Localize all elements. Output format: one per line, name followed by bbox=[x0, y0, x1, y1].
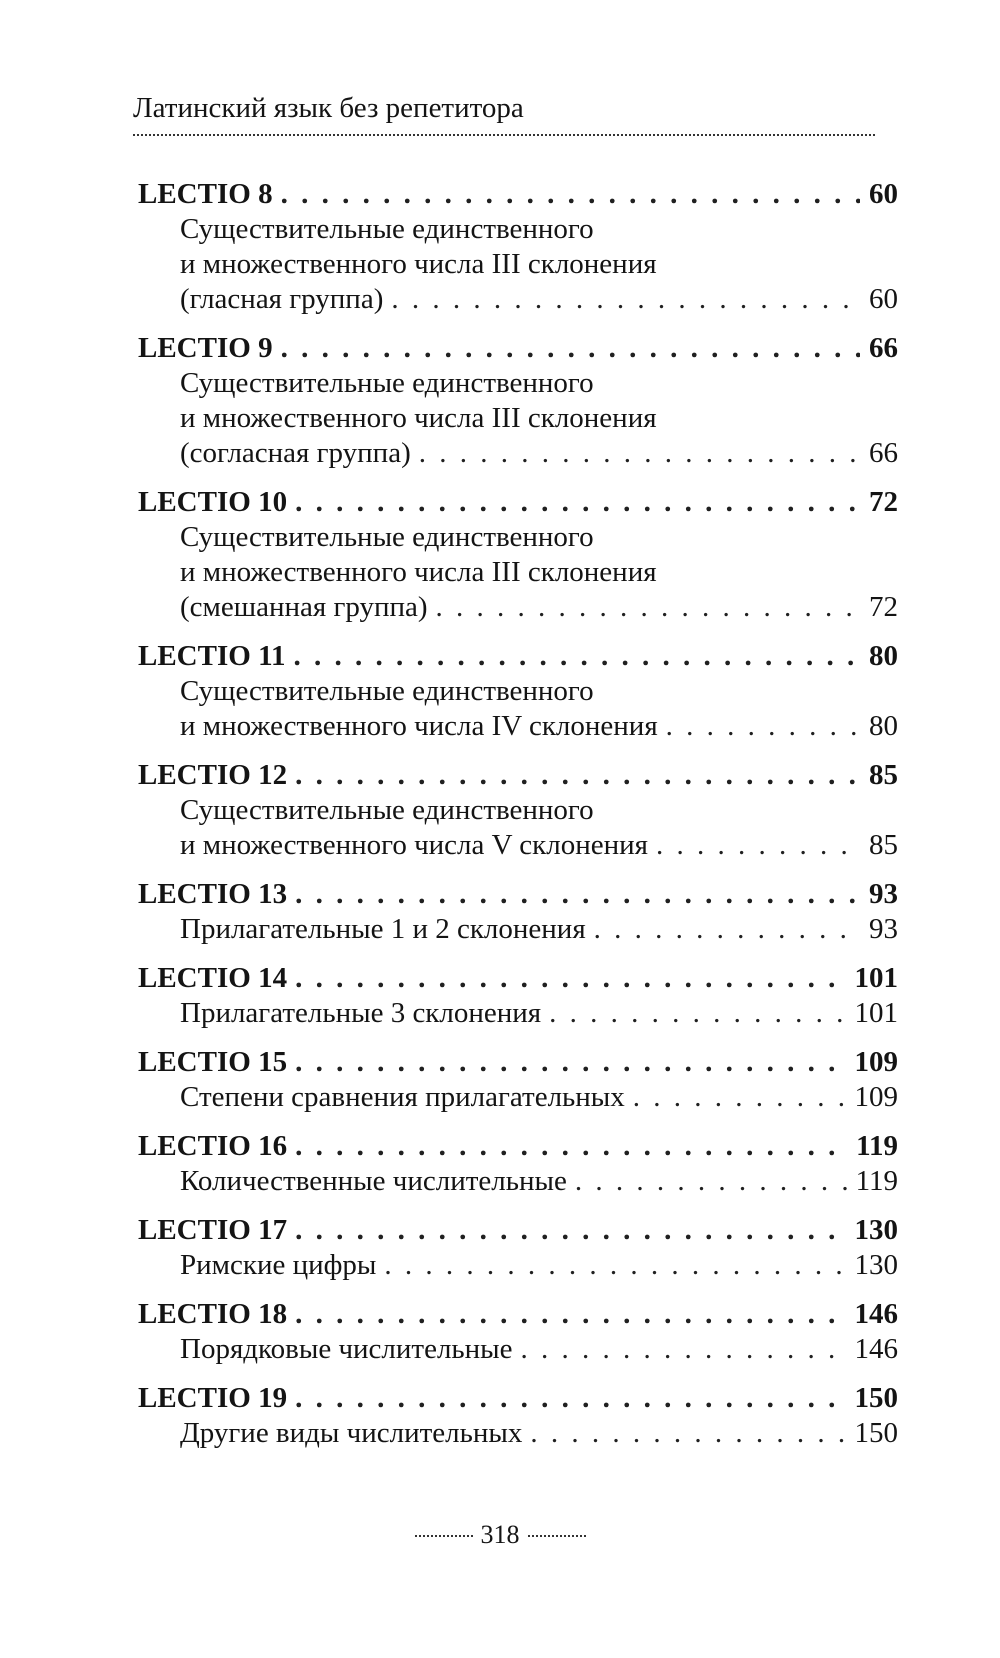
topic-text: (гласная группа) bbox=[180, 283, 384, 315]
toc-topic-line bbox=[138, 1080, 898, 1115]
toc-entry bbox=[138, 485, 898, 625]
toc-topic-line bbox=[138, 1248, 898, 1283]
lesson-title: LECTIO 19 bbox=[138, 1382, 288, 1414]
toc-topic-line bbox=[138, 996, 898, 1031]
toc-topic-line bbox=[138, 912, 898, 947]
topic-text: (согласная группа) bbox=[180, 437, 411, 469]
topic-text: Существительные единственного bbox=[180, 521, 594, 553]
lesson-page-number: 109 bbox=[854, 1046, 898, 1078]
lesson-page-number: 66 bbox=[869, 332, 898, 364]
topic-text: Порядковые числительные bbox=[180, 1333, 513, 1365]
dot-leader bbox=[295, 1213, 846, 1248]
topic-text: Существительные единственного bbox=[180, 675, 594, 707]
toc-entry bbox=[138, 177, 898, 317]
lesson-title: LECTIO 13 bbox=[138, 878, 288, 910]
toc-entry bbox=[138, 1045, 898, 1115]
topic-page-number: 85 bbox=[869, 829, 898, 861]
lesson-page-number: 60 bbox=[869, 178, 898, 210]
toc-entry bbox=[138, 1297, 898, 1367]
lesson-page-number: 130 bbox=[854, 1214, 898, 1246]
toc-lesson-heading bbox=[138, 758, 898, 793]
toc-lesson-heading bbox=[138, 485, 898, 520]
page-footer bbox=[0, 1520, 1000, 1550]
topic-page-number: 109 bbox=[854, 1081, 898, 1113]
lesson-title: LECTIO 18 bbox=[138, 1298, 288, 1330]
dot-leader bbox=[295, 1045, 846, 1080]
lesson-title: LECTIO 12 bbox=[138, 759, 288, 791]
dot-leader bbox=[436, 590, 860, 625]
topic-text: (смешанная группа) bbox=[180, 591, 428, 623]
topic-text: и множественного числа IV склонения bbox=[180, 710, 658, 742]
toc-topic-line bbox=[138, 282, 898, 317]
lesson-title: LECTIO 15 bbox=[138, 1046, 288, 1078]
toc-lesson-heading bbox=[138, 1213, 898, 1248]
topic-text: Существительные единственного bbox=[180, 213, 594, 245]
dot-leader bbox=[384, 1248, 846, 1283]
toc-lesson-heading bbox=[138, 1297, 898, 1332]
dot-leader bbox=[391, 282, 860, 317]
topic-page-number: 119 bbox=[855, 1165, 898, 1197]
footer-dots-left bbox=[415, 1535, 473, 1537]
topic-text: Количественные числительные bbox=[180, 1165, 567, 1197]
dot-leader bbox=[295, 877, 860, 912]
dot-leader bbox=[295, 758, 860, 793]
dot-leader bbox=[656, 828, 860, 863]
toc-lesson-heading bbox=[138, 177, 898, 212]
toc-entry bbox=[138, 758, 898, 863]
topic-text: Степени сравнения прилагательных bbox=[180, 1081, 625, 1113]
dot-leader bbox=[594, 912, 860, 947]
dot-leader bbox=[549, 996, 846, 1031]
toc-entry bbox=[138, 1213, 898, 1283]
toc-topic-line bbox=[138, 1416, 898, 1451]
topic-text: и множественного числа III склонения bbox=[180, 556, 657, 588]
topic-text: и множественного числа III склонения bbox=[180, 248, 657, 280]
topic-text: Римские цифры bbox=[180, 1249, 377, 1281]
toc-topic-line bbox=[138, 520, 898, 555]
topic-text: и множественного числа V склонения bbox=[180, 829, 649, 861]
lesson-page-number: 85 bbox=[869, 759, 898, 791]
header-dotted-rule bbox=[133, 134, 875, 136]
toc-topic-line bbox=[138, 709, 898, 744]
toc-topic-line bbox=[138, 793, 898, 828]
dot-leader bbox=[295, 961, 846, 996]
toc-lesson-heading bbox=[138, 961, 898, 996]
toc-entry bbox=[138, 961, 898, 1031]
dot-leader bbox=[666, 709, 860, 744]
running-header: Латинский язык без репетитора bbox=[133, 92, 524, 124]
topic-page-number: 80 bbox=[869, 710, 898, 742]
page-number: 318 bbox=[480, 1520, 520, 1549]
toc-entry bbox=[138, 331, 898, 471]
dot-leader bbox=[293, 639, 860, 674]
toc-topic-line bbox=[138, 436, 898, 471]
table-of-contents bbox=[138, 177, 898, 1465]
topic-page-number: 72 bbox=[869, 591, 898, 623]
toc-topic-line bbox=[138, 247, 898, 282]
dot-leader bbox=[281, 177, 860, 212]
dot-leader bbox=[295, 1129, 848, 1164]
topic-text: Прилагательные 1 и 2 склонения bbox=[180, 913, 586, 945]
toc-lesson-heading bbox=[138, 639, 898, 674]
topic-page-number: 66 bbox=[869, 437, 898, 469]
lesson-page-number: 119 bbox=[856, 1130, 898, 1162]
dot-leader bbox=[419, 436, 860, 471]
lesson-title: LECTIO 10 bbox=[138, 486, 288, 518]
topic-page-number: 150 bbox=[854, 1417, 898, 1449]
lesson-title: LECTIO 17 bbox=[138, 1214, 288, 1246]
dot-leader bbox=[530, 1416, 846, 1451]
dot-leader bbox=[521, 1332, 847, 1367]
topic-page-number: 93 bbox=[869, 913, 898, 945]
topic-text: Существительные единственного bbox=[180, 367, 594, 399]
lesson-page-number: 80 bbox=[869, 640, 898, 672]
topic-text: Прилагательные 3 склонения bbox=[180, 997, 542, 1029]
lesson-title: LECTIO 8 bbox=[138, 178, 273, 210]
toc-topic-line bbox=[138, 401, 898, 436]
toc-lesson-heading bbox=[138, 877, 898, 912]
lesson-title: LECTIO 14 bbox=[138, 962, 288, 994]
lesson-page-number: 72 bbox=[869, 486, 898, 518]
toc-topic-line bbox=[138, 1164, 898, 1199]
topic-page-number: 130 bbox=[854, 1249, 898, 1281]
lesson-title: LECTIO 16 bbox=[138, 1130, 288, 1162]
lesson-title: LECTIO 9 bbox=[138, 332, 273, 364]
lesson-page-number: 150 bbox=[854, 1382, 898, 1414]
toc-entry bbox=[138, 1129, 898, 1199]
toc-entry bbox=[138, 639, 898, 744]
lesson-title: LECTIO 11 bbox=[138, 640, 286, 672]
topic-page-number: 146 bbox=[854, 1333, 898, 1365]
dot-leader bbox=[295, 485, 860, 520]
toc-topic-line bbox=[138, 555, 898, 590]
topic-text: Существительные единственного bbox=[180, 794, 594, 826]
topic-page-number: 60 bbox=[869, 283, 898, 315]
topic-text: и множественного числа III склонения bbox=[180, 402, 657, 434]
lesson-page-number: 146 bbox=[854, 1298, 898, 1330]
topic-text: Другие виды числительных bbox=[180, 1417, 523, 1449]
toc-entry bbox=[138, 877, 898, 947]
toc-lesson-heading bbox=[138, 1045, 898, 1080]
toc-topic-line bbox=[138, 366, 898, 401]
topic-page-number: 101 bbox=[854, 997, 898, 1029]
dot-leader bbox=[633, 1080, 847, 1115]
lesson-page-number: 93 bbox=[869, 878, 898, 910]
toc-topic-line bbox=[138, 212, 898, 247]
lesson-page-number: 101 bbox=[854, 962, 898, 994]
dot-leader bbox=[295, 1381, 846, 1416]
footer-dots-right bbox=[528, 1535, 586, 1537]
toc-lesson-heading bbox=[138, 1129, 898, 1164]
dot-leader bbox=[295, 1297, 846, 1332]
toc-topic-line bbox=[138, 828, 898, 863]
toc-topic-line bbox=[138, 1332, 898, 1367]
dot-leader bbox=[281, 331, 860, 366]
toc-lesson-heading bbox=[138, 331, 898, 366]
toc-lesson-heading bbox=[138, 1381, 898, 1416]
toc-topic-line bbox=[138, 590, 898, 625]
toc-entry bbox=[138, 1381, 898, 1451]
dot-leader bbox=[575, 1164, 848, 1199]
toc-topic-line bbox=[138, 674, 898, 709]
